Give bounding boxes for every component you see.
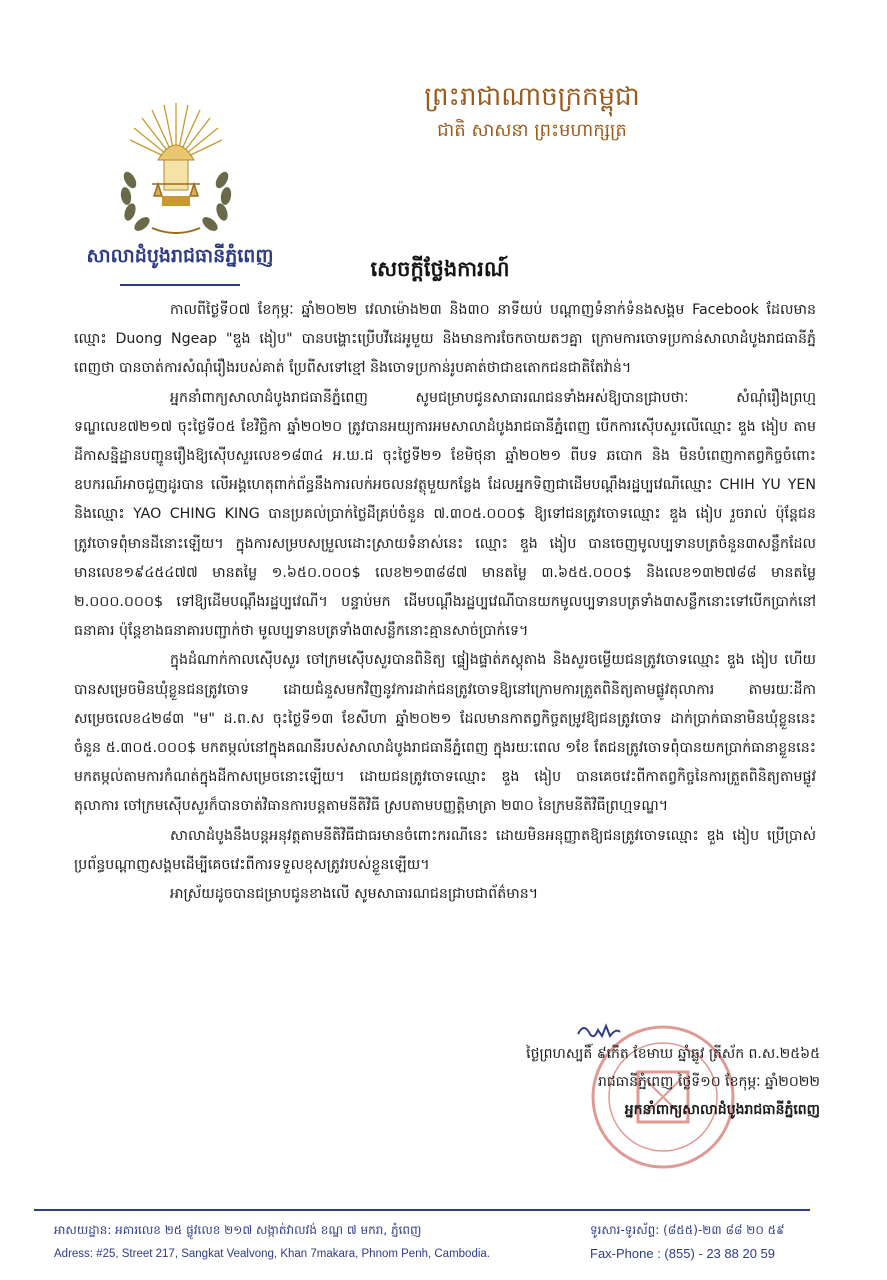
court-emblem <box>112 100 240 238</box>
paragraph: ក្នុងដំណាក់កាលស៊ើបសួរ ចៅក្រមស៊ើបសួរបានពិនិត្យ ផ្ទៀងផ្ទាត់ភស្តុតាង និងសួរចម្លើយជនត្រូវចោទឈ្មោះ ឌួង ងៀប ហើយបានសម្រេចមិនឃុំខ្លួនជនត្រូវចោទ ដោយជំនួសមកវិញនូវការដាក់ជនត្រូវចោទឱ្យនៅក្រោមការត្រួតពិនិត្យតាមផ្លូវតុលាការ តាមរយៈដីកាសម្រេចលេខ៤២៨៣ "ម" ដ.ព.ស ចុះថ្ងៃទី១៣ ខែសីហា ឆ្នាំ២០២១ ដែលមានកាតព្វកិច្ចតម្រូវឱ្យជនត្រូវចោទ ដាក់ប្រាក់ធានាមិនឃុំខ្លួននេះ ចំនួន ៥.៣០៥.០០០$ មកតម្កល់នៅក្នុងគណនីរបស់សាលាដំបូងរាជធានីភ្នំពេញ ក្នុងរយៈពេល ១ខែ តែជនត្រូវចោទពុំបានយកប្រាក់ធានាខ្លួននេះ មកតម្កល់តាមការកំណត់ក្នុងដីកាសម្រេចនោះឡើយ។ ដោយជនត្រូវចោទឈ្មោះ ឌួង ងៀប បានគេចវេះពីកាតព្វកិច្ចនៃការត្រួតពិនិត្យតាមផ្លូវតុលាការ ចៅក្រមស៊ើបសួរក៏បានចាត់វិធានការបន្តតាមនីតិវិធី ស្របតាមបញ្ញត្តិមាត្រា ២៣០ នៃក្រមនីតិវិធីព្រហ្មទណ្ឌ។ <box>74 652 816 815</box>
signature-block <box>520 1040 820 1124</box>
lunar-date: ថ្ងៃព្រហស្បតិ៍ ៩កើត ខែមាឃ ឆ្នាំឆ្លូវ ត្រីស័ក ព.ស.២៥៦៥ <box>526 1046 820 1062</box>
signatory-title: អ្នកនាំពាក្យសាលាដំបូងរាជធានីភ្នំពេញ <box>624 1102 820 1118</box>
document-title: សេចក្តីថ្លែងការណ៍ <box>370 257 510 281</box>
kingdom-heading: ព្រះរាជាណាចក្រកម្ពុជា <box>424 82 640 112</box>
footer-contact <box>590 1218 830 1266</box>
footer-address <box>54 1218 554 1266</box>
phone-english: Fax-Phone : (855) - 23 88 20 59 <box>590 1246 776 1261</box>
address-english: Adress: #25, Street 217, Sangkat Vealvong, Khan 7makara, Phnom Penh, Cambodia. <box>54 1248 490 1260</box>
paragraph: អាស្រ័យដូចបានជម្រាបជូនខាងលើ សូមសាធារណជនជ្រាបជាព័ត៌មាន។ <box>170 886 539 903</box>
address-khmer: អាសយដ្ឋាន: អគារលេខ ២៥ ផ្លូវលេខ ២១៧ សង្កាត់វាលវង់ ខណ្ឌ ៧ មករា, ភ្នំពេញ <box>54 1223 422 1237</box>
paragraph: សាលាដំបូងនឹងបន្តអនុវត្តតាមនីតិវិធីជាធរមានចំពោះករណីនេះ ដោយមិនអនុញ្ញាតឱ្យជនត្រូវចោទឈ្មោះ ឌួង ងៀប ប្រើប្រាស់ប្រព័ន្ធបណ្តាញសង្គមដើម្បីគេចវេះពីការទទួលខុសត្រូវរបស់ខ្លួនឡើយ។ <box>74 827 816 873</box>
court-name: សាលាដំបូងរាជធានីភ្នំពេញ <box>86 245 274 267</box>
paragraph: អ្នកនាំពាក្យសាលាដំបូងរាជធានីភ្នំពេញ សូមជម្រាបជូនសាធារណជនទាំងអស់ឱ្យបានជ្រាបថាៈ សំណុំរឿងព្រហ្មទណ្ឌលេខ៧២១៧ ចុះថ្ងៃទី០៥ ខែវិច្ឆិកា ឆ្នាំ២០២០ ត្រូវបានអយ្យការអមសាលាដំបូងរាជធានីភ្នំពេញ បើកការស៊ើបសួរលើឈ្មោះ ឌួង ងៀប តាមដីកាសន្និដ្ឋានបញ្ជូនរឿងឱ្យស៊ើបសួរលេខ១៨៣៤ អ.ឃ.ជ ចុះថ្ងៃទី២១ ខែមិថុនា ឆ្នាំ២០២១ ពីបទ ឆបោក និង មិនបំពេញកាតព្វកិច្ចចំពោះឧបករណ៍អាចជួញដូរបាន លើអង្គហេតុពាក់ព័ន្ធនឹងការលក់អចលនវត្ថុមួយកន្លែង ដែលអ្នកទិញជាដើមបណ្តឹងរដ្ឋប្បវេណីឈ្មោះ CHIH YU YEN និងឈ្មោះ YAO CHING KING បានប្រគល់ប្រាក់ថ្លៃដីគ្រប់ចំនួន ៧.៣០៥.០០០$ ឱ្យទៅជនត្រូវចោទឈ្មោះ ឌួង ងៀប រួចរាល់ ប៉ុន្តែជនត្រូវចោទពុំមានដីនោះឡើយ។ ក្នុងការសម្របសម្រួលដោះស្រាយទំនាស់នេះ ឈ្មោះ ឌួង ងៀប បានចេញមូលប្បទានបត្រចំនួន៣សន្លឹកដែលមានលេខ១៩៤៥៤៧៧ មានតម្លៃ ១.៦៥០.០០០$ លេខ២១៣៨៨៧ មានតម្លៃ ៣.៦៥៥.០០០$ និងលេខ១៣២៧៨៨ មានតម្លៃ ២.០០០.០០០$ ទៅឱ្យដើមបណ្តឹងរដ្ឋប្បវេណី។ បន្ទាប់មក ដើមបណ្តឹងរដ្ឋប្បវេណីបានយកមូលប្បទានបត្រទាំង៣សន្លឹកនោះទៅបើកប្រាក់នៅធនាគារ ប៉ុន្តែខាងធនាគារបញ្ជាក់ថា មូលប្បទានបត្រទាំង៣សន្លឹកនោះគ្មានសាច់ប្រាក់ទេ។ <box>74 389 816 640</box>
court-name-divider <box>120 284 240 286</box>
place-and-date: រាជធានីភ្នំពេញ ថ្ងៃទី១០ ខែកុម្ភៈ ឆ្នាំ២០២២ <box>597 1074 820 1090</box>
national-motto: ជាតិ សាសនា ព្រះមហាក្សត្រ <box>437 120 627 141</box>
paragraph: កាលពីថ្ងៃទី០៧ ខែកុម្ភៈ ឆ្នាំ២០២២ វេលាម៉ោង២៣ និង៣០ នាទីយប់ បណ្ដាញទំនាក់ទំនងសង្គម Facebook ដែលមានឈ្មោះ Duong Ngeap "ឌួង ងៀប" បានបង្ហោះប្រើបវីដេអូមួយ និងមានការចែកចាយតៗគ្នា ក្រោមការចោទប្រកាន់សាលាដំបូងរាជធានីភ្នំពេញថា បានចាត់ការសំណុំរឿងរបស់គាត់ ប្រែពីសទៅខ្មៅ និងចោទប្រកាន់រូបគាត់ថាជាឧតោកជនជាតិតែវ៉ាន់។ <box>74 302 816 377</box>
footer-divider <box>34 1209 810 1211</box>
phone-khmer: ទូរសារ-ទូរស័ព្ទ: (៨៥៥)-២៣ ៨៨ ២០ ៥៩ <box>590 1223 785 1237</box>
statement-body <box>74 296 816 909</box>
